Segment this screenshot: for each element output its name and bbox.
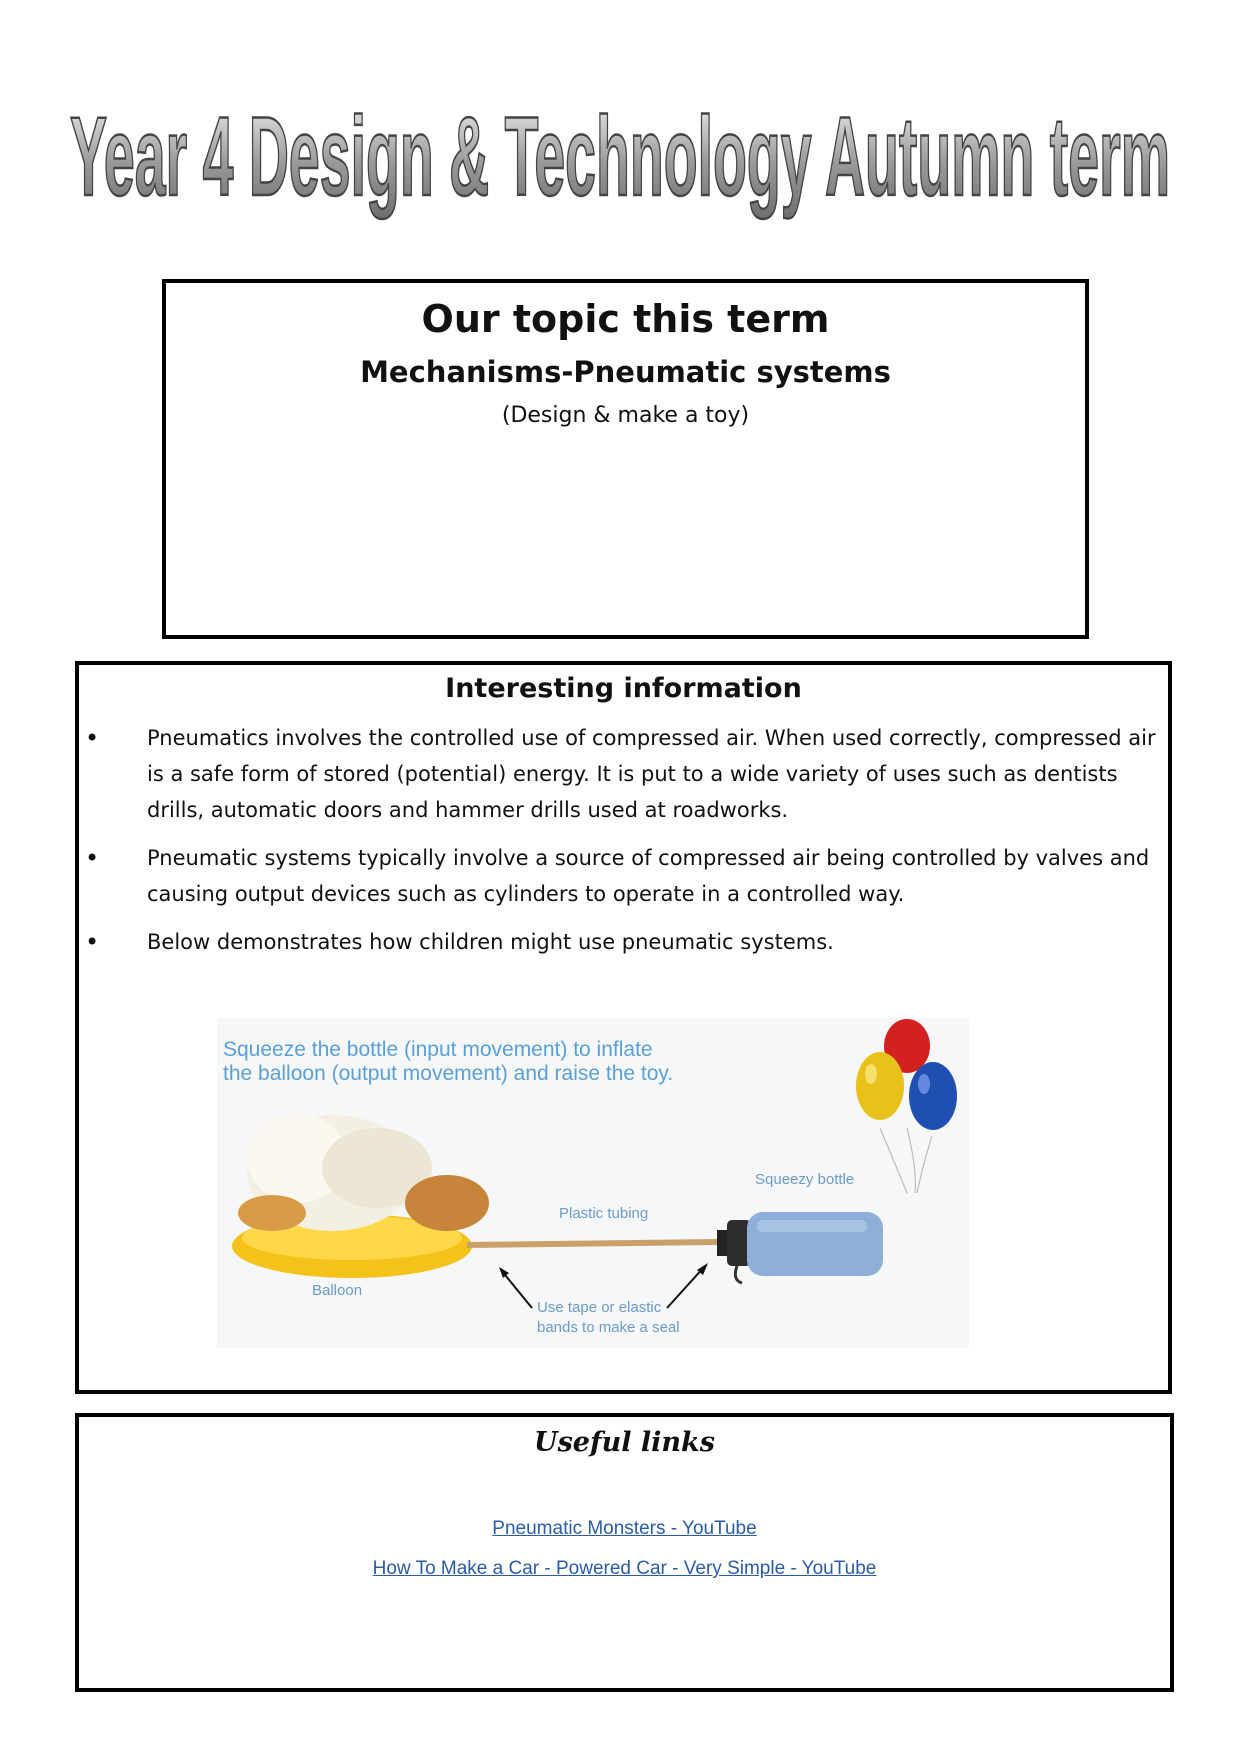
info-item-text: Pneumatic systems typically involve a source of compressed air being controlled by valves and causing output devices such as cylinders to operate in a controlled way.	[147, 846, 1150, 906]
link-powered-car[interactable]: How To Make a Car - Powered Car - Very Simple - YouTube	[372, 1558, 877, 1579]
diagram-image	[217, 1018, 969, 1348]
tubing-icon	[467, 1242, 717, 1245]
links-heading: Useful links	[534, 1427, 715, 1458]
link-pneumatic-monsters[interactable]: Pneumatic Monsters - YouTube	[492, 1518, 757, 1539]
pneumatic-toy-diagram	[217, 1018, 969, 1348]
info-item-text: Pneumatics involves the controlled use of compressed air. When used correctly, compressed air is a safe form of stored (potential) energy. It is put to a wide variety of uses such as dentists drills, automatic doors and hammer drills used at roadworks.	[147, 726, 1156, 822]
info-item-text: Below demonstrates how children might use pneumatic systems.	[147, 930, 834, 954]
diagram-caption-line1: Squeeze the bottle (input movement) to inflate	[223, 1038, 653, 1061]
info-heading: Interesting information	[445, 673, 802, 704]
label-squeezy-bottle: Squeezy bottle	[755, 1171, 855, 1188]
diagram-caption-line2: the balloon (output movement) and raise the toy.	[223, 1062, 674, 1085]
label-balloon: Balloon	[312, 1282, 363, 1299]
page-title-banner	[60, 55, 1180, 255]
page-title: Year 4 Design & Technology Autumn term	[70, 94, 1170, 219]
topic-subject: Mechanisms-Pneumatic systems	[360, 355, 891, 389]
topic-heading: Our topic this term	[421, 297, 830, 341]
label-seal-line2: bands to make a seal	[537, 1319, 680, 1336]
page-title-art	[60, 55, 1180, 255]
bullet-icon: •	[85, 844, 100, 872]
info-panel	[75, 661, 1172, 1394]
topic-note: (Design & make a toy)	[501, 403, 750, 428]
info-list	[79, 720, 1168, 960]
label-seal-line1: Use tape or elastic	[537, 1299, 662, 1316]
list-item	[79, 924, 1168, 960]
topic-panel	[162, 279, 1089, 639]
links-panel	[75, 1413, 1174, 1692]
bullet-icon: •	[85, 928, 100, 956]
label-plastic-tubing: Plastic tubing	[559, 1205, 649, 1222]
bullet-icon: •	[85, 724, 100, 752]
list-item	[79, 720, 1168, 828]
list-item	[79, 840, 1168, 912]
